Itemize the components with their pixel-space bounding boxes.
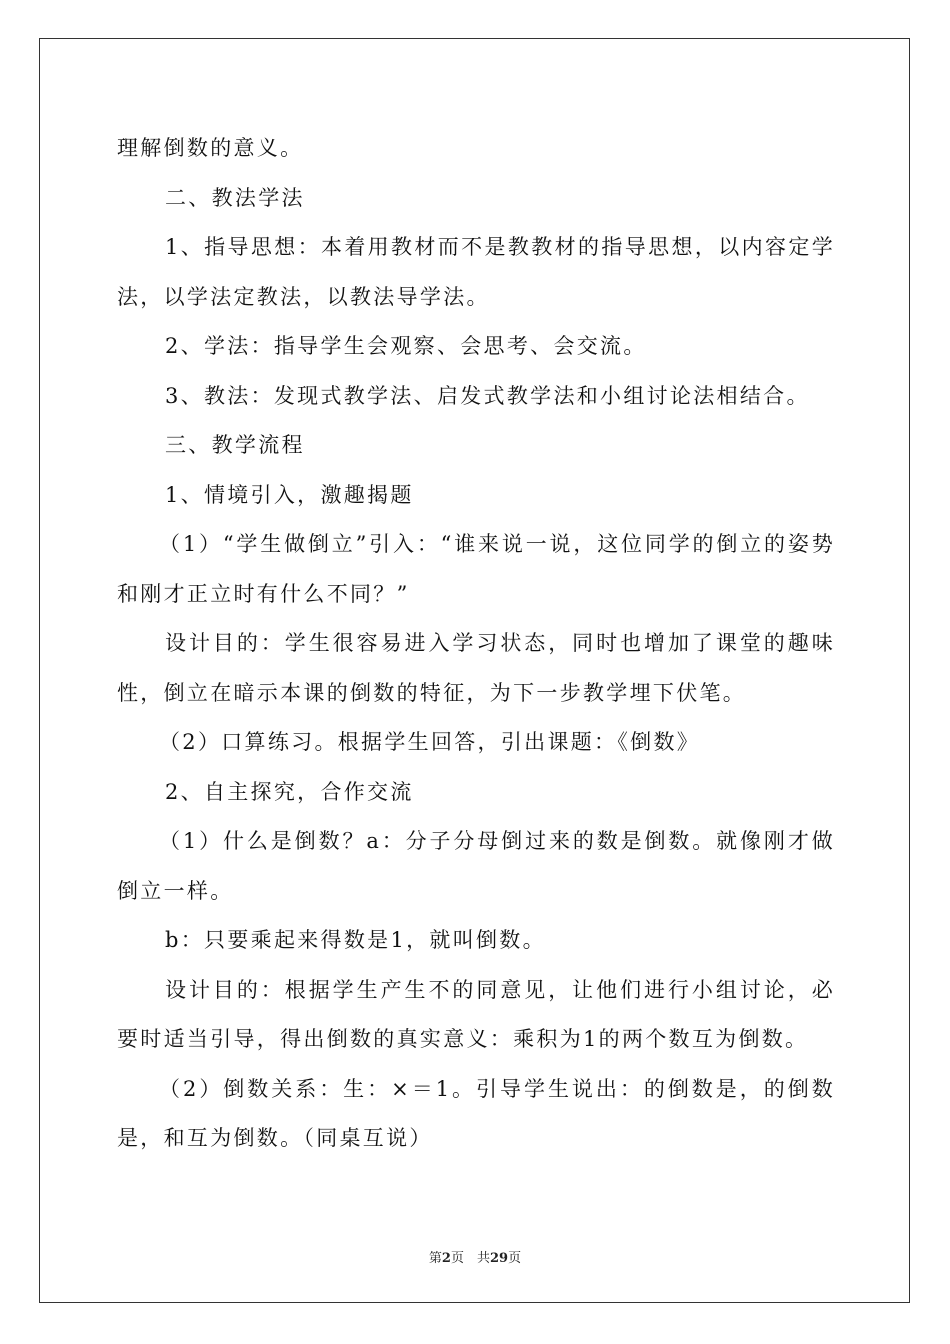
- subheading-situation-intro: 1、情境引入，激趣揭题: [165, 482, 414, 507]
- footer-prefix: 第: [428, 1251, 442, 1266]
- paragraph-what-is-reciprocal: （1）什么是倒数？a：分子分母倒过来的数是倒数。就像刚才做倒立一样。: [117, 829, 835, 903]
- paragraph-1: 理解倒数的意义。: [117, 136, 304, 160]
- paragraph-handstand-intro: （1）“学生做倒立”引入：“谁来说一说，这位同学的倒立的姿势和刚才正立时有什么不同？”: [117, 532, 835, 606]
- footer-mid: 页 共: [450, 1251, 490, 1266]
- footer-total-pages: 29: [489, 1251, 509, 1266]
- paragraph-oral-practice: （2）口算练习。根据学生回答，引出课题：《倒数》: [159, 730, 701, 754]
- paragraph-teaching-method: 3、教法：发现式教学法、启发式教学法和小组讨论法相结合。: [165, 383, 810, 408]
- document-body: [117, 124, 835, 1164]
- paragraph-option-b: b：只要乘起来得数是1，就叫倒数。: [165, 928, 546, 952]
- page-footer: [0, 1247, 950, 1266]
- subheading-self-exploration: 2、自主探究，合作交流: [165, 779, 414, 804]
- paragraph-guiding-thought: 1、指导思想：本着用教材而不是教教材的指导思想，以内容定学法，以学法定教法，以教法导学法。: [117, 235, 835, 309]
- footer-page-number: 2: [441, 1251, 451, 1266]
- paragraph-learning-method: 2、学法：指导学生会观察、会思考、会交流。: [165, 334, 647, 358]
- paragraph-design-purpose-1: 设计目的：学生很容易进入学习状态，同时也增加了课堂的趣味性，倒立在暗示本课的倒数的特征，为下一步教学埋下伏笔。: [117, 631, 835, 705]
- footer-suffix: 页: [508, 1251, 522, 1266]
- paragraph-design-purpose-2: 设计目的：根据学生产生不的同意见，让他们进行小组讨论，必要时适当引导，得出倒数的真实意义：乘积为1的两个数互为倒数。: [117, 977, 835, 1051]
- section-heading-teaching-methods: 二、教法学法: [165, 185, 305, 210]
- paragraph-reciprocal-relation: （2）倒数关系：生：×＝1。引导学生说出：的倒数是，的倒数是，和互为倒数。（同桌互说）: [117, 1076, 835, 1150]
- section-heading-teaching-process: 三、教学流程: [165, 433, 305, 457]
